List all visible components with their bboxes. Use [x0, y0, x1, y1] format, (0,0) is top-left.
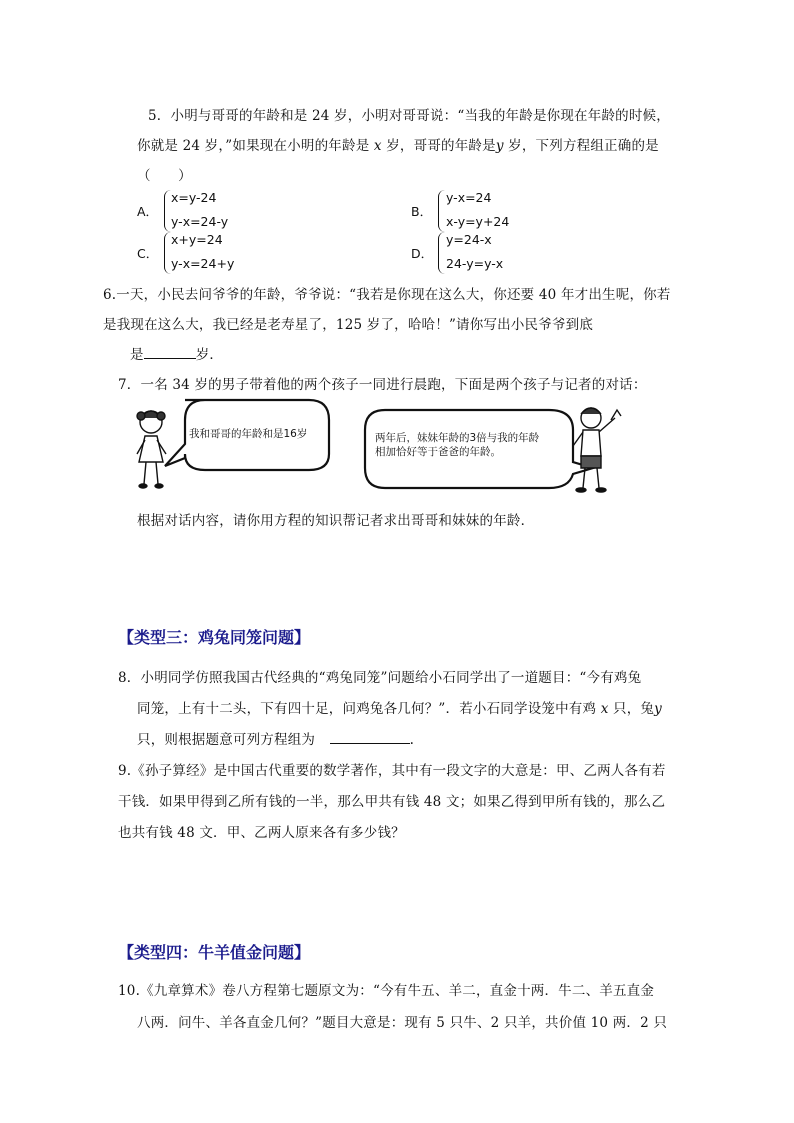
q5-line2c: 岁，下列方程组正确的是	[503, 138, 659, 154]
option-d-brace	[438, 232, 445, 274]
girl-figure	[137, 411, 166, 488]
q8-line2	[137, 697, 662, 717]
q9-line1: 9.《孙子算经》是中国古代重要的数学著作，其中有一段文字的大意是：甲、乙两人各有若	[118, 763, 666, 779]
q7-line1: 7．一名 34 岁的男子带着他的两个孩子一同进行晨跑，下面是两个孩子与记者的对话：	[118, 377, 647, 393]
option-a-eq1: x=y-24	[171, 190, 217, 205]
boy-figure	[573, 408, 621, 492]
q9-line3: 也共有钱 48 文．甲、乙两人原来各有多少钱？	[118, 825, 405, 841]
option-b-eq1: y-x=24	[446, 190, 492, 205]
q6-line3b: 岁．	[195, 347, 224, 363]
option-c-brace	[164, 232, 171, 274]
q8-line1: 8．小明同学仿照我国古代经典的“鸡兔同笼”问题给小石同学出了一道题目：“今有鸡兔	[118, 670, 642, 686]
option-b-eq2: x-y=y+24	[446, 214, 510, 229]
q7-line2: 根据对话内容，请你用方程的知识帮记者求出哥哥和妹妹的年龄．	[137, 513, 535, 529]
q5-var-x: x	[373, 138, 382, 154]
option-a-label: A．	[137, 204, 159, 219]
q9-line2: 干钱．如果甲得到乙所有钱的一半，那么甲共有钱 48 文；如果乙得到甲所有钱的，那么乙	[118, 794, 666, 810]
q6-line2: 是我现在这么大，我已经是老寿星了，125 岁了，哈哈！”请你写出小民爷爷到底	[103, 317, 594, 333]
q8-line2b: 只，兔	[608, 701, 655, 717]
q8-var-y: y	[654, 701, 662, 717]
q8-line3: 只，则根据题意可列方程组为 .	[137, 732, 415, 748]
right-bubble-text-2: 相加恰好等于爸爸的年龄。	[375, 446, 501, 458]
q5-line1: 5．小明与哥哥的年龄和是 24 岁，小明对哥哥说：“当我的年龄是你现在年龄的时候，	[148, 108, 670, 124]
left-bubble-text: 我和哥哥的年龄和是16岁	[189, 428, 308, 440]
option-c-eq2: y-x=24+y	[171, 256, 235, 271]
section-heading-type4: 【类型四：牛羊值金问题】	[118, 943, 311, 962]
option-d-eq1: y=24-x	[446, 232, 492, 247]
q5-var-y: y	[495, 138, 504, 154]
q10-line1: 10.《九章算术》卷八方程第七题原文为：“今有牛五、羊二，直金十两．牛二、羊五直金	[118, 983, 655, 999]
q10-line2: 八两．问牛、羊各直金几何？”题目大意是：现有 5 只牛、2 只羊，共价值 10 两．2 只	[137, 1015, 668, 1031]
q8-line3-text: 只，则根据题意可列方程组为	[137, 732, 316, 748]
q6-line3a: 是	[130, 347, 144, 363]
option-c-label: C．	[137, 246, 159, 261]
q6-line3	[130, 343, 223, 363]
option-a-brace	[164, 190, 171, 232]
option-d-eq2: 24-y=y-x	[446, 256, 504, 271]
right-bubble-text-1: 两年后，妹妹年龄的3倍与我的年龄	[375, 432, 540, 444]
option-a-eq2: y-x=24-y	[171, 214, 229, 229]
option-b-label: B．	[411, 204, 433, 219]
q8-answer-blank	[330, 743, 410, 744]
option-c-eq1: x+y=24	[171, 232, 223, 247]
q6-line1: 6.一天，小民去问爷爷的年龄，爷爷说：“我若是你现在这么大，你还要 40 年才出生呢，你若	[103, 287, 671, 303]
q5-line2a: 你就是 24 岁，”如果现在小明的年龄是	[137, 138, 374, 154]
option-b-brace	[438, 190, 445, 232]
q6-answer-blank	[144, 358, 196, 359]
q8-line2a: 同笼，上有十二头，下有四十足，问鸡兔各几何？”．若小石同学设笼中有鸡	[137, 701, 601, 717]
q8-var-x: x	[600, 701, 609, 717]
section-heading-type3: 【类型三：鸡兔同笼问题】	[118, 628, 311, 647]
q5-answer-paren: （ ）	[137, 168, 192, 184]
option-d-label: D．	[411, 246, 434, 261]
q5-line2	[137, 134, 659, 154]
q5-line2b: 岁，哥哥的年龄是	[381, 138, 496, 154]
